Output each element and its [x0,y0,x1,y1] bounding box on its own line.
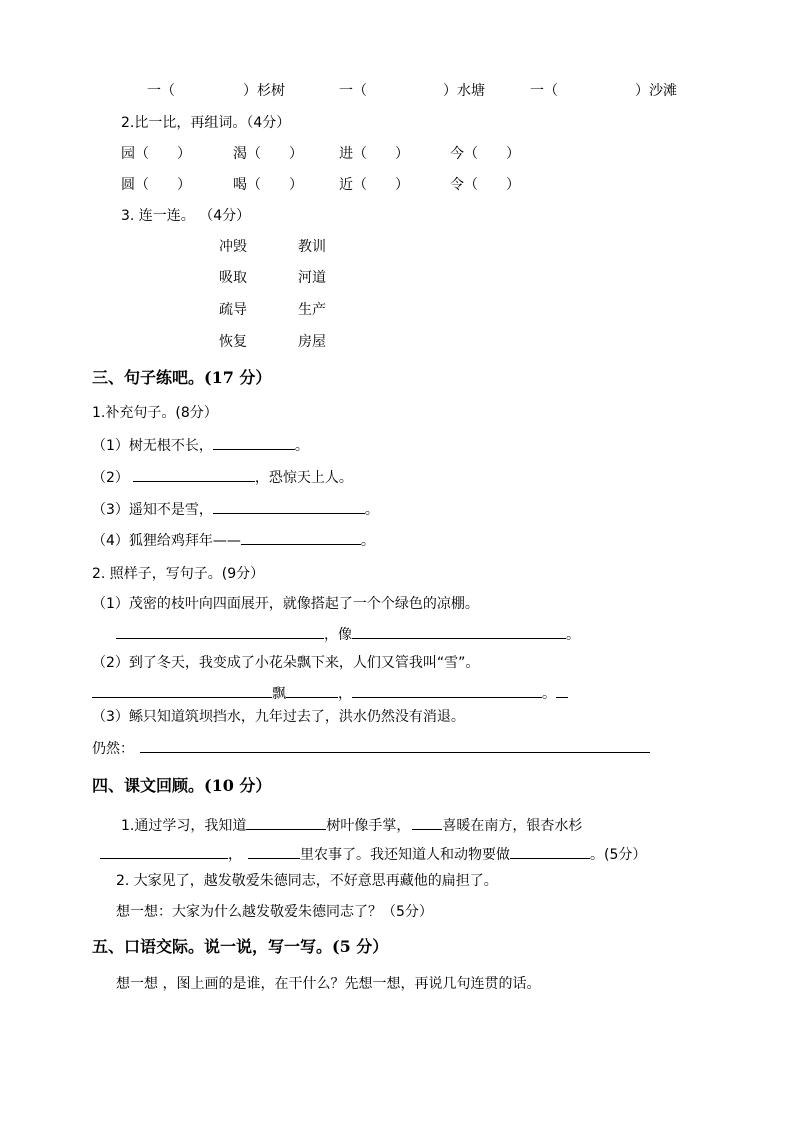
blank-input[interactable] [352,683,542,698]
q1-prefix-1: 一（ [147,83,175,99]
blank-input[interactable] [92,683,272,698]
q3-left-3: 疏导 [219,302,247,318]
blank-input[interactable] [100,844,228,859]
sentence-2 [92,467,353,488]
review-2-c: 。(5分） [590,847,647,863]
review-2-a: ， [228,847,242,863]
q2-r1-c4: 今（ ） [450,146,520,162]
sentence-4-end: 。 [360,533,375,549]
example-1: （1）茂密的枝叶向四面展开，就像搭起了一个个绿色的凉棚。 [92,596,479,612]
example-1-end: 。 [566,627,580,643]
review-1-a: 1.通过学习，我知道 [121,818,247,834]
q3-right-2: 河道 [298,270,326,286]
blank-input[interactable] [246,815,326,830]
q2-r2-c3: 近（ ） [339,177,409,193]
blank-input[interactable] [116,624,324,639]
review-line-3: 2. 大家见了，越发敬爱朱德同志，不好意思再藏他的扁担了。 [116,873,498,889]
blank-input[interactable] [213,499,365,514]
sentence-3 [92,499,379,520]
sentence-4-text: （4）狐狸给鸡拜年—— [92,533,241,549]
review-1-c: 喜暖在南方，银杏水杉 [442,818,583,834]
blank-input[interactable] [556,683,568,698]
q3-right-3: 生产 [298,302,326,318]
review-2-b: 里农事了。我还知道人和动物要做 [300,847,510,863]
example-3-answer [92,738,650,759]
q3-left-4: 恢复 [219,334,247,350]
q2-r2-c4: 令（ ） [450,177,520,193]
review-line-1 [121,815,582,836]
sentence-1-end: 。 [294,438,309,454]
q1-word-2: ）水塘 [443,83,485,99]
sentence-2-end: ，恐惊天上人。 [254,470,353,486]
q2-r2-c2: 喝（ ） [233,177,303,193]
example-3: （3）鲧只知道筑坝挡水，九年过去了，洪水仍然没有消退。 [92,709,465,725]
blank-input[interactable] [133,467,255,482]
review-1-b: 树叶像手掌， [326,818,411,834]
q2-r1-c2: 渴（ ） [233,146,303,162]
blank-input[interactable] [213,435,295,450]
blank-input[interactable] [510,844,590,859]
oral-line-1: 想一想 ，图上画的是谁，在干什么？先想一想，再说几句连贯的话。 [116,976,541,992]
example-3-label: 仍然： [92,741,134,757]
q2-r1-c1: 园（ ） [121,146,191,162]
sentence-2-text: （2） [92,470,129,486]
example-2-comma: ， [338,686,352,702]
q1-prefix-3: 一（ [530,83,558,99]
q3-left-1: 冲毁 [219,239,247,255]
blank-input[interactable] [412,815,442,830]
sentence-4 [92,530,375,551]
q3-right-1: 教训 [298,239,326,255]
section-4-heading: 四、课文回顾。(10 分） [92,776,272,795]
q2-r1-c3: 进（ ） [339,146,409,162]
review-line-4: 想一想：大家为什么越发敬爱朱德同志了？（5分） [116,904,433,920]
q2-r2-c1: 圆（ ） [121,177,191,193]
sec3-sub1: 1.补充句子。(8分） [92,405,218,421]
q1-prefix-2: 一（ [339,83,367,99]
q3-title: 3. 连一连。 （4分） [121,208,251,224]
example-2: （2）到了冬天，我变成了小花朵飘下来，人们又管我叫“雪”。 [92,655,480,671]
blank-input[interactable] [248,844,300,859]
example-1-mid: ，像 [324,627,352,643]
section-3-heading: 三、句子练吧。(17 分） [92,368,272,387]
example-2-mid: 飘 [272,686,286,702]
q2-title: 2.比一比，再组词。（4分） [121,115,291,131]
blank-input[interactable] [352,624,566,639]
section-5-heading: 五、口语交际。说一说，写一写。(5 分） [92,937,389,956]
sentence-3-text: （3）遥知不是雪， [92,502,213,518]
q3-left-2: 吸取 [219,270,247,286]
sentence-3-end: 。 [364,502,379,518]
example-2-end: 。 [542,686,556,702]
sentence-1 [92,435,309,456]
review-line-2 [100,844,646,865]
q1-word-1: ）杉树 [243,83,285,99]
blank-input[interactable] [241,530,361,545]
sentence-1-text: （1）树无根不长， [92,438,213,454]
q3-right-4: 房屋 [298,334,326,350]
blank-input[interactable] [140,738,650,753]
example-2-answer [92,683,568,704]
blank-input[interactable] [286,683,338,698]
sec3-sub2: 2. 照样子，写句子。(9分） [92,566,265,582]
example-1-answer [116,624,580,645]
q1-word-3: ）沙滩 [635,83,677,99]
